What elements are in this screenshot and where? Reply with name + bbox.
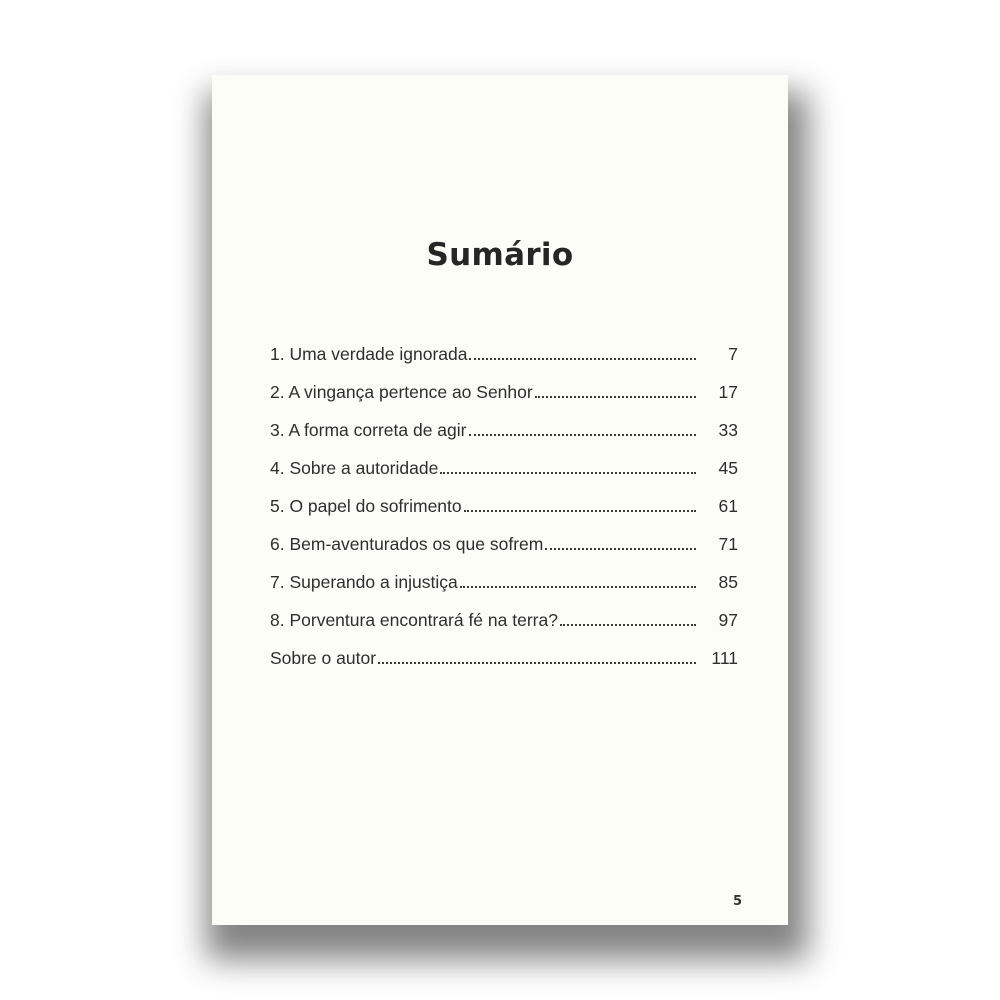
toc-entry-page: 61 bbox=[718, 496, 738, 516]
table-of-contents bbox=[270, 343, 738, 685]
toc-entry bbox=[270, 381, 738, 419]
page-number: 5 bbox=[732, 894, 742, 909]
toc-entry-page: 85 bbox=[718, 572, 738, 592]
dot-leader bbox=[440, 472, 696, 474]
dot-leader bbox=[560, 624, 696, 626]
dot-leader bbox=[535, 396, 696, 398]
toc-entry-page: 97 bbox=[718, 610, 738, 630]
toc-entry bbox=[270, 571, 738, 609]
toc-entry-page: 45 bbox=[718, 458, 738, 478]
toc-entry bbox=[270, 419, 738, 457]
toc-entry-label: Sobre o autor bbox=[270, 648, 377, 668]
dot-leader bbox=[469, 358, 696, 360]
toc-entry bbox=[270, 609, 738, 647]
dot-leader bbox=[545, 548, 696, 550]
toc-entry-page: 17 bbox=[718, 382, 738, 402]
toc-entry bbox=[270, 533, 738, 571]
toc-entry bbox=[270, 457, 738, 495]
toc-entry bbox=[270, 343, 738, 381]
toc-entry bbox=[270, 647, 738, 685]
toc-entry-label: 6. Bem-aventurados os que sofrem bbox=[270, 534, 544, 554]
toc-entry-page: 111 bbox=[711, 648, 738, 668]
dot-leader bbox=[469, 434, 697, 436]
toc-entry-label: 3. A forma correta de agir bbox=[270, 420, 467, 440]
dot-leader bbox=[464, 510, 696, 512]
toc-entry-label: 1. Uma verdade ignorada bbox=[270, 344, 468, 364]
toc-entry bbox=[270, 495, 738, 533]
dot-leader bbox=[460, 586, 696, 588]
toc-entry-page: 7 bbox=[728, 344, 738, 364]
toc-entry-label: 2. A vingança pertence ao Senhor bbox=[270, 382, 533, 402]
toc-entry-page: 33 bbox=[718, 420, 738, 440]
toc-entry-label: 5. O papel do sofrimento bbox=[270, 496, 462, 516]
dot-leader bbox=[378, 662, 696, 664]
page-title: Sumário bbox=[426, 237, 574, 273]
toc-entry-page: 71 bbox=[718, 534, 738, 554]
book-page bbox=[212, 75, 788, 925]
toc-entry-label: 8. Porventura encontrará fé na terra? bbox=[270, 610, 558, 630]
toc-entry-label: 4. Sobre a autoridade bbox=[270, 458, 439, 478]
toc-entry-label: 7. Superando a injustiça bbox=[270, 572, 458, 592]
